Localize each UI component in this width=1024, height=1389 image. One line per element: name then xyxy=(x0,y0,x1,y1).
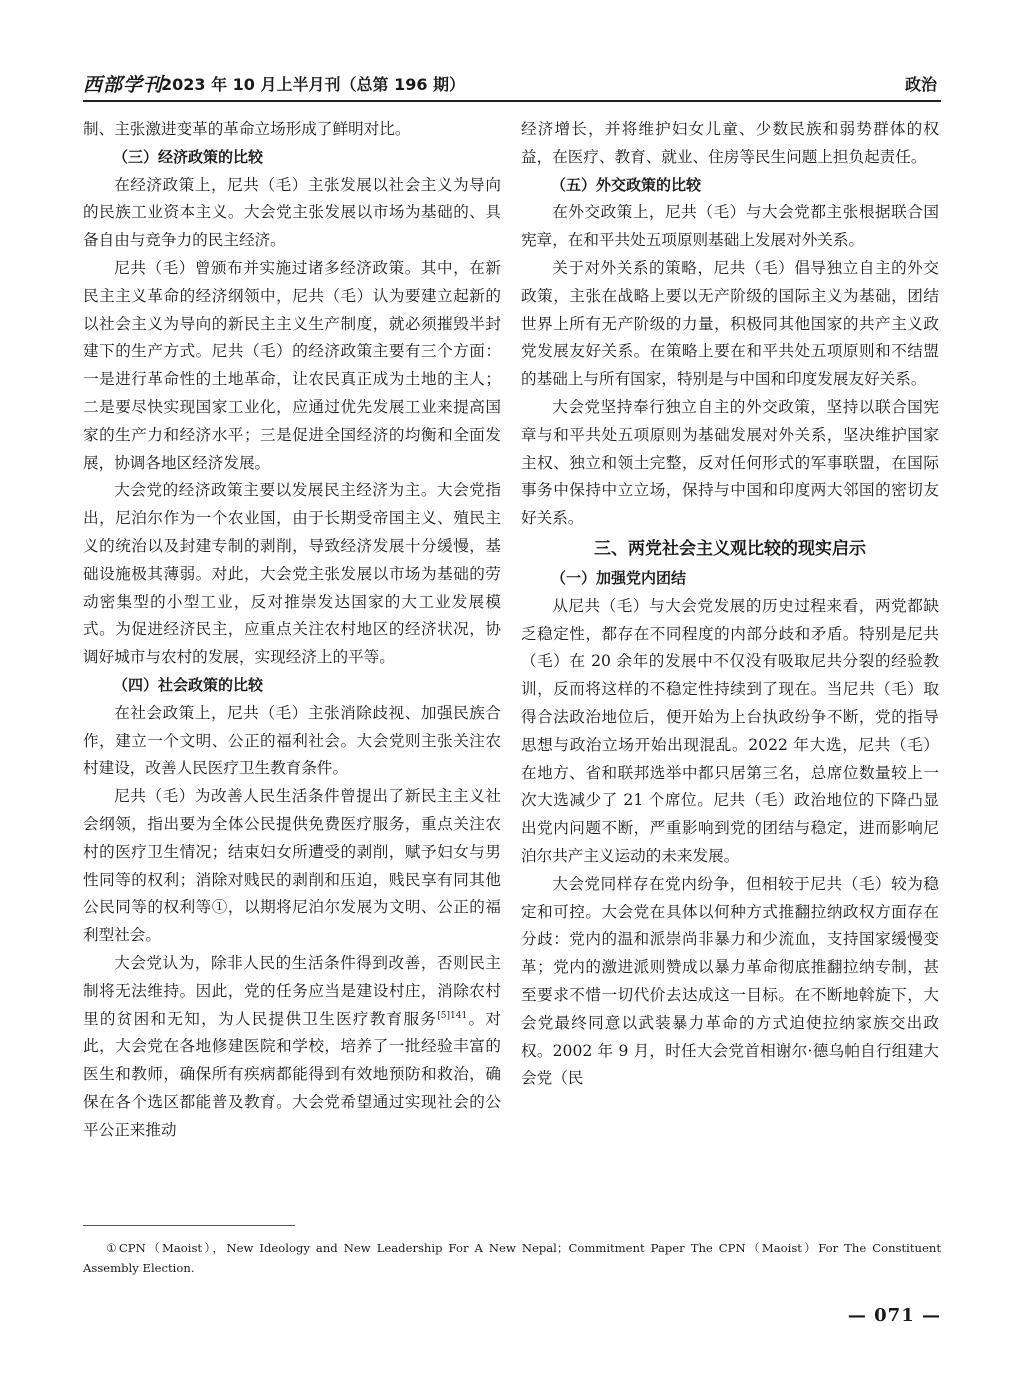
subsection-heading: （五）外交政策的比较 xyxy=(551,175,702,194)
paragraph: 大会党的经济政策主要以发展民主经济为主。大会党指出，尼泊尔作为一个农业国，由于长期受帝国主义、殖民主义的统治以及封建专制的剥削，导致经济发展十分缓慢，基础设施极其薄弱。对此，大会党主张发展以市场为基础的劳动密集型的小型工业，反对推崇发达国家的大工业发展模式。为促进经济民主，应重点关注农村地区的经济状况，协调好城市与农村的发展，实现经济上的平等。 xyxy=(83,481,501,667)
footnote: ①CPN（Maoist），New Ideology and New Leadership For A New Nepal；Commitment Paper The CPN（Maoist）For The Constituent Assembly Election. xyxy=(83,1241,941,1275)
paragraph: 制、主张激进变革的革命立场形成了鲜明对比。 xyxy=(83,120,411,138)
section-name: 政治 xyxy=(904,75,937,94)
paragraph xyxy=(83,783,501,950)
citation-ref: [5]141 xyxy=(437,1010,468,1021)
left-column xyxy=(83,116,501,1144)
page-number: — 071 — xyxy=(847,1305,941,1326)
paragraph: 大会党同样存在党内纷争，但相较于尼共（毛）较为稳定和可控。大会党在具体以何种方式推翻拉纳政权方面存在分歧：党内的温和派崇尚非暴力和少流血，支持国家缓慢变革；党内的激进派则赞成以暴力革命彻底推翻拉纳专制，甚至要求不惜一切代价去达成这一目标。在不断地斡旋下，大会党最终同意以武装暴力革命的方式迫使拉纳家族交出政权。2002 年 9 月，时任大会党首相谢尔·德乌帕自行组建大会党（民 xyxy=(521,874,939,1088)
paragraph: 在社会政策上，尼共（毛）主张消除歧视、加强民族合作，建立一个文明、公正的福利社会。大会党则主张关注农村建设，改善人民医疗卫生教育条件。 xyxy=(83,703,501,778)
paragraph-text: 。对此，大会党在各地修建医院和学校，培养了一批经验丰富的医生和教师，确保所有疾病都能得到有效地预防和救治，确保在各个选区都能普及教育。大会党希望通过实现社会的公平公正来推动 xyxy=(83,1009,501,1139)
paragraph: 尼共（毛）曾颁布并实施过诸多经济政策。其中，在新民主主义革命的经济纲领中，尼共（毛）认为要建立起新的以社会主义为导向的新民主主义生产制度，就必须摧毁半封建下的生产方式。尼共（毛）的经济政策主要有三个方面：一是进行革命性的土地革命，让农民真正成为土地的主人；二是要尽快实现国家工业化，应通过优先发展工业来提高国家的生产力和经济水平；三是促进全国经济的均衡和全面发展，协调各地区经济发展。 xyxy=(83,258,501,472)
subsection-heading: （四）社会政策的比较 xyxy=(113,675,264,694)
paragraph-text: ，以期将尼泊尔发展为文明、公正的福利型社会。 xyxy=(83,898,501,945)
section-heading: 三、两党社会主义观比较的现实启示 xyxy=(594,538,866,559)
subsection-heading: （一）加强党内团结 xyxy=(551,568,687,587)
paragraph: 从尼共（毛）与大会党发展的历史过程来看，两党都缺乏稳定性，都存在不同程度的内部分歧和矛盾。特别是尼共（毛）在 20 余年的发展中不仅没有吸取尼共分裂的经验教训，反而将这样的不稳定性持续到了现在。当尼共（毛）取得合法政治地位后，便开始为上台执政纷争不断，党的指导思想与政治立场开始出现混乱。2022 年大选，尼共（毛）在地方、省和联邦选举中都只居第三名，总席位数量较上一次大选减少了 21 个席位。尼共（毛）政治地位的下降凸显出党内问题不断，严重影响到党的团结与稳定，进而影响尼泊尔共产主义运动的未来发展。 xyxy=(521,596,939,865)
paragraph: 在经济政策上，尼共（毛）主张发展以社会主义为导向的民族工业资本主义。大会党主张发展以市场为基础的、具备自由与竞争力的民主经济。 xyxy=(83,175,501,250)
paragraph-text: 尼共（毛）为改善人民生活条件曾提出了新民主主义社会纲领，指出要为全体公民提供免费医疗服务，重点关注农村的医疗卫生情况；结束妇女所遭受的剥削，赋予妇女与男性同等的权利；消除对贱民的剥削和压迫，贱民享有同其他公民同等的权利等 xyxy=(83,787,501,917)
journal-issue: 2023 年 10 月上半月刊（总第 196 期） xyxy=(161,75,466,94)
paragraph: 在外交政策上，尼共（毛）与大会党都主张根据联合国宪章，在和平共处五项原则基础上发展对外关系。 xyxy=(521,203,939,250)
footnote-marker: ① xyxy=(211,898,228,917)
paragraph xyxy=(83,950,501,1145)
journal-logo: 西部学刊 xyxy=(83,74,164,96)
paragraph: 关于对外关系的策略，尼共（毛）倡导独立自主的外交政策，主张在战略上要以无产阶级的国际主义为基础，团结世界上所有无产阶级的力量，积极同其他国家的共产主义政党发展友好关系。在策略上要在和平共处五项原则和不结盟的基础上与所有国家，特别是与中国和印度发展友好关系。 xyxy=(521,258,939,389)
paragraph-text: 大会党认为，除非人民的生活条件得到改善，否则民主制将无法维持。因此，党的任务应当是建设村庄，消除农村里的贫困和无知，为人民提供卫生医疗教育服务 xyxy=(83,953,501,1028)
footnote-divider xyxy=(83,1225,295,1226)
paragraph: 大会党坚持奉行独立自主的外交政策，坚持以联合国宪章与和平共处五项原则为基础发展对外关系，坚决维护国家主权、独立和领土完整，反对任何形式的军事联盟，在国际事务中保持中立立场，保持与中国和印度两大邻国的密切友好关系。 xyxy=(521,397,939,528)
right-column xyxy=(521,116,939,1093)
running-header xyxy=(83,66,941,102)
paragraph: 经济增长，并将维护妇女儿童、少数民族和弱势群体的权益，在医疗、教育、就业、住房等民生问题上担负起责任。 xyxy=(521,120,939,166)
subsection-heading: （三）经济政策的比较 xyxy=(113,147,264,166)
